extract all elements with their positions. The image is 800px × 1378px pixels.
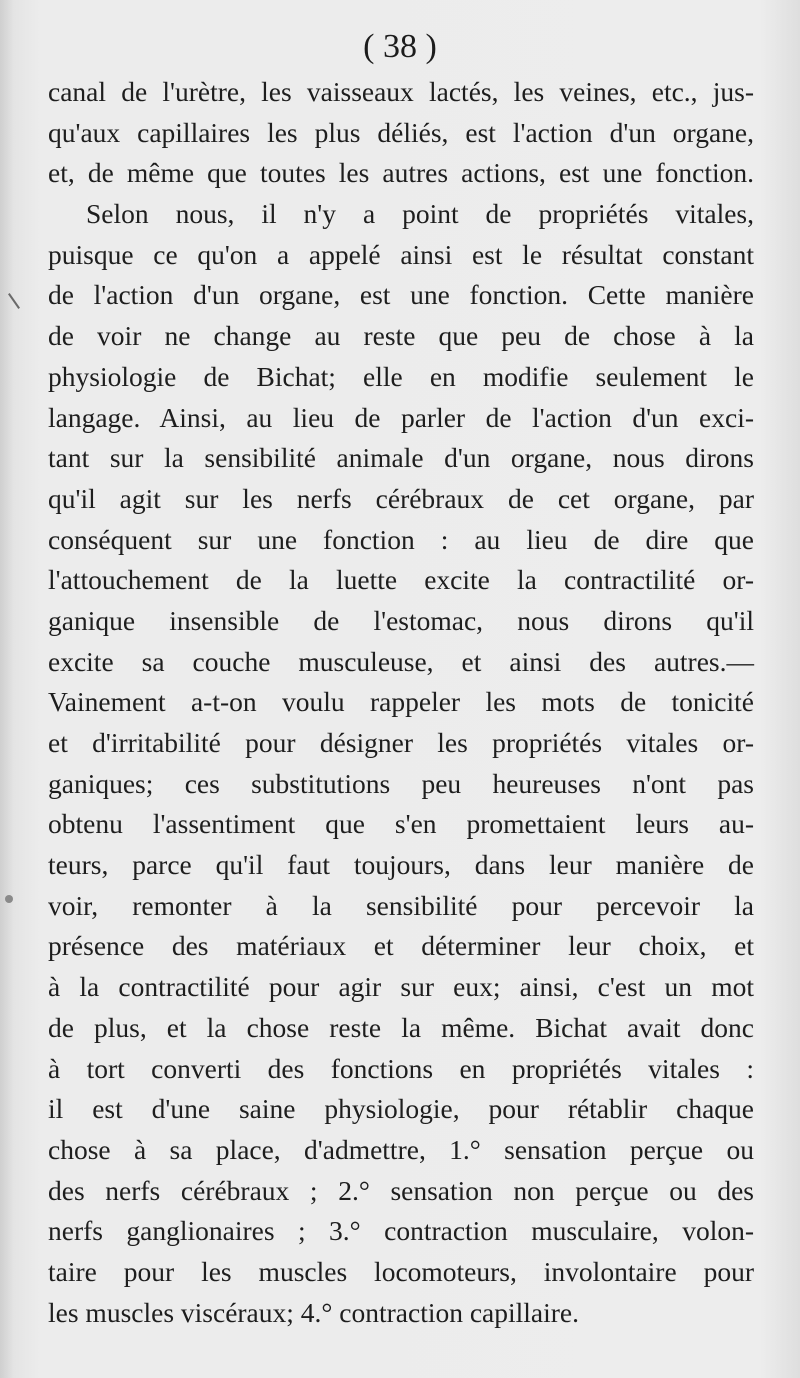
- text-line: obtenu l'assentiment que s'en promettaient leurs au-: [48, 808, 754, 840]
- text-line: chose à sa place, d'admettre, 1.° sensation perçue ou: [48, 1133, 754, 1165]
- text-line: tant sur la sensibilité animale d'un organe, nous dirons: [48, 442, 754, 474]
- text-line: taire pour les muscles locomoteurs, involontaire pour: [48, 1255, 754, 1287]
- text-line: excite sa couche musculeuse, et ainsi des autres.—: [48, 645, 754, 677]
- margin-spot: [5, 895, 13, 903]
- text-line: qu'il agit sur les nerfs cérébraux de cet organe, par: [48, 482, 754, 514]
- text-line: de plus, et la chose reste la même. Bichat avait donc: [48, 1011, 754, 1043]
- page-number: ( 38 ): [363, 28, 437, 65]
- text-line: Vainement a-t-on voulu rappeler les mots de tonicité: [48, 686, 754, 718]
- text-line: teurs, parce qu'il faut toujours, dans leur manière de: [48, 849, 754, 881]
- margin-mark: [8, 293, 20, 309]
- text-line: et d'irritabilité pour désigner les propriétés vitales or-: [48, 727, 754, 758]
- text-line: présence des matériaux et déterminer leur choix, et: [48, 930, 754, 962]
- text-line: ganiques; ces substitutions peu heureuses n'ont pas: [48, 767, 754, 799]
- text-line: il est d'une saine physiologie, pour rétablir chaque: [48, 1093, 754, 1125]
- text-line: canal de l'urètre, les vaisseaux lactés, les veines, etc., jus-: [48, 76, 754, 107]
- text-line: puisque ce qu'on a appelé ainsi est le résultat constant: [48, 238, 754, 270]
- text-line: l'attouchement de la luette excite la contractilité or-: [48, 564, 754, 596]
- text-line: ganique insensible de l'estomac, nous dirons qu'il: [48, 604, 754, 636]
- text-line: voir, remonter à la sensibilité pour percevoir la: [48, 889, 754, 921]
- text-line: de l'action d'un organe, est une fonction. Cette manière: [48, 279, 754, 311]
- text-line: nerfs ganglionaires ; 3.° contraction musculaire, volon-: [48, 1215, 754, 1247]
- text-line: à la contractilité pour agir sur eux; ainsi, c'est un mot: [48, 971, 754, 1003]
- text-line: à tort converti des fonctions en propriétés vitales :: [48, 1052, 754, 1084]
- text-line: de voir ne change au reste que peu de chose à la: [48, 320, 754, 352]
- text-line: physiologie de Bichat; elle en modifie seulement le: [48, 360, 754, 392]
- text-line: des nerfs cérébraux ; 2.° sensation non perçue ou des: [48, 1174, 754, 1206]
- text-line: langage. Ainsi, au lieu de parler de l'action d'un exci-: [48, 401, 754, 433]
- body-text: [48, 72, 754, 1333]
- text-line: les muscles viscéraux; 4.° contraction capillaire.: [48, 1296, 580, 1328]
- text-line: Selon nous, il n'y a point de propriétés vitales,: [86, 198, 754, 230]
- text-line: et, de même que toutes les autres actions, est une fonction.: [48, 157, 754, 189]
- text-line: conséquent sur une fonction : au lieu de dire que: [48, 523, 754, 555]
- text-line: qu'aux capillaires les plus déliés, est l'action d'un organe,: [48, 116, 754, 148]
